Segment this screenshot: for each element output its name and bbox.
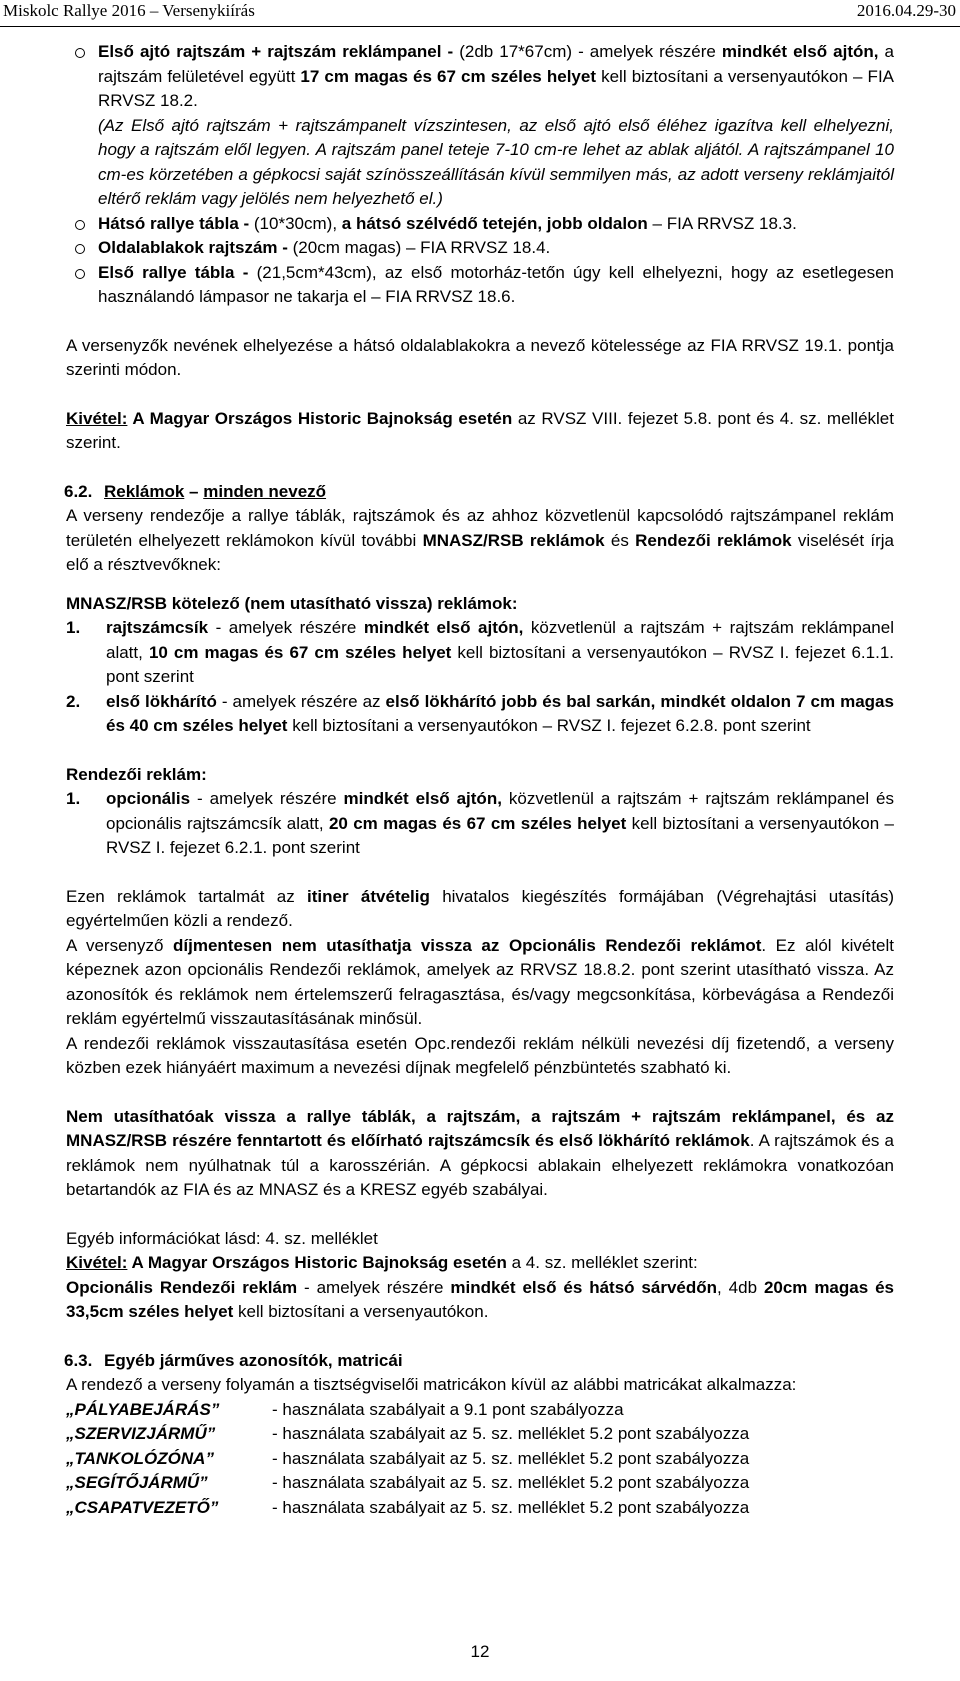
text-span: és [604,530,636,550]
sticker-name: „TANKOLÓZÓNA” [66,1448,214,1468]
text-span: a rajtszám felületével együtt [98,42,894,86]
bold-span: MNASZ/RSB kötelező (nem utasítható vissza) reklámok: [66,593,518,613]
bullet-lead: Első ajtó rajtszám + rajtszám reklámpanel - [98,42,454,61]
sticker-name: „SEGÍTŐJÁRMŰ” [66,1473,208,1492]
bold-span: A Magyar Országos Historic Bajnokság esetén [127,408,513,428]
text-span: A verseny rendezője a rallye táblák, rajtszámok és az ahhoz közvetlenül kapcsolódó rajtszámpanel reklám területén elhelyezett reklámokon kívül további [66,506,894,550]
text-span: - amelyek részére [190,789,344,808]
bullet-lead: Oldalablakok rajtszám - [98,238,288,257]
sticker-rule: - használata szabályait az 5. sz. melléklet 5.2 pont szabályozza [272,1473,750,1492]
bold-span: 20 cm magas és 67 cm széles helyet [328,813,627,833]
sticker-rule: - használata szabályait a 9.1 pont szabályozza [272,1399,624,1419]
section-6-2-heading [64,480,894,505]
text-span: (20cm magas) – FIA RRVSZ 18.4. [287,238,551,257]
paragraph-exception-historic-2 [66,1251,894,1276]
text-span: A versenyző [66,935,173,955]
bullet-lead: Első rallye tábla - [98,262,249,282]
bold-span: a hátsó szélvédő tetején, jobb oldalon [341,213,648,233]
bold-span: Egyéb járműves azonosítók, matricái [104,1350,403,1370]
sticker-name: „SZERVIZJÁRMŰ” [66,1424,216,1443]
organiser-item-1 [66,787,894,861]
sticker-row [66,1447,894,1472]
italic-note: (Az Első ajtó rajtszám + rajtszámpanelt vízszintesen, az első ajtó első éléhez igazítva kell elhelyezni, hogy a rajtszám elől legyen. A rajtszám panel teteje 7-10 cm-re lehet az ablak aljától. A rajtszámpanel 10 cm-es körzetében a gépkocsi saját színösszeállításán kívül semmilyen más, az adott verseny reklámjaitól eltérő reklám vagy jelölés nem helyezhető el.) [98,115,894,208]
text-span: . Ez alól kivételt képeznek azon opcionális Rendezői reklámok, amelyek az RRVSZ 18.8.2. pont szerint utasítható vissza. Az azonosítók és reklámok nem értelemszerű felragasztása, és/vagy megcsonkítása, körbevágása a Rendezői reklám egyértelmű visszautasításának minősül. [66,935,895,1028]
bullet-first-door-number [66,40,894,212]
bold-span: díjmentesen nem utasíthatja vissza az Opcionális Rendezői reklámot [173,935,762,955]
paragraph-driver-names: A versenyzők nevének elhelyezése a hátsó oldalablakokra a nevező kötelessége az FIA RRVSZ 19.1. pontja szerinti módon. [66,335,894,379]
text-span: a 4. sz. melléklet szerint: [506,1253,698,1272]
sticker-row [66,1422,894,1447]
paragraph-free-of-charge [66,934,894,1032]
text-span: - amelyek részére az [216,691,386,711]
page-number: 12 [470,1642,490,1661]
bullet-side-window-number [66,236,894,261]
sticker-row [66,1398,894,1423]
text-span: hivatalos kiegészítés formájában (Végrehajtási utasítás) egyértelműen közli a rendező. [66,886,894,930]
bold-span: mindkét első és hátsó sárvédőn [450,1277,718,1297]
page-header [0,0,960,27]
text-span: közvetlenül a rajtszám + rajtszám reklámpanel és opcionális rajtszámcsík alatt, [106,789,895,833]
item-number: 1. [66,789,81,808]
mnasz-item-2 [66,690,894,739]
text-span: kell biztosítani a versenyautókon – RVSZ I. fejezet 6.1.1. pont szerint [106,642,894,686]
underlined-span: Reklámok [104,481,185,501]
text-span: - amelyek részére [208,618,364,637]
sticker-rule: - használata szabályait az 5. sz. melléklet 5.2 pont szabályozza [272,1424,750,1443]
underlined-span: minden nevező [203,481,327,501]
paragraph-organiser-ads [66,504,894,578]
bold-span: rajtszámcsík [106,618,209,637]
bold-span: első lökhárító jobb és bal sarkán, mindkét oldalon 7 cm magas és 40 cm széles helyet [106,691,894,735]
paragraph-itiner [66,885,894,934]
bold-span: opcionális [106,789,191,808]
bold-span: Rendezői reklám: [66,764,207,784]
paragraph-other-info: Egyéb információkat lásd: 4. sz. melléklet [66,1228,378,1248]
item-number: 1. [66,618,81,637]
mnasz-title [66,592,894,617]
text-span: kell biztosítani a versenyautókon – RVSZ I. fejezet 6.2.8. pont szerint [287,716,811,735]
item-number: 2. [66,691,81,711]
bullet-rear-rally-plate [66,212,894,237]
text-span: (21,5cm*43cm), az első motorház-tetőn úgy kell elhelyezni, hogy az esetlegesen használandó lámpasor ne takarja el – FIA RRVSZ 18.6. [98,262,894,306]
text-span: (2db 17*67cm) - amelyek részére [453,42,722,61]
paragraph-optional-organiser-ad [66,1276,894,1325]
mnasz-item-1 [66,616,894,690]
bold-span: mindkét első ajtón, [343,789,502,808]
sticker-name: „CSAPATVEZETŐ” [66,1497,219,1517]
organiser-ad-title [66,763,894,788]
section-6-3-heading [64,1349,894,1374]
text-span: (10*30cm), [249,213,342,233]
bold-span: A Magyar Országos Historic Bajnokság esetén [127,1253,507,1272]
bold-span: MNASZ/RSB reklámok [422,530,605,550]
bold-span: Opcionális Rendezői reklám [66,1277,298,1297]
text-span: . A rajtszámok és a reklámok nem nyúlhatnak túl a karosszérián. A gépkocsi ablakain elhelyezett reklámokra vonatkozóan betartandók az FIA és az MNASZ és a KRESZ egyéb szabályai. [66,1131,894,1199]
bullet-lead: Hátsó rallye tábla - [98,213,250,233]
sticker-row [66,1471,894,1496]
bullet-front-rally-plate [66,261,894,310]
bold-span: Nem utasíthatóak vissza a rallye táblák, a rajtszám, a rajtszám + rajtszám reklámpanel, és az MNASZ/RSB részére fenntartott és előírható rajtszámcsík és első lökhárító reklámok [66,1106,894,1150]
sticker-list [66,1398,894,1521]
sticker-name: „PÁLYABEJÁRÁS” [66,1399,220,1419]
bold-span: 20cm magas és 33,5cm széles helyet [66,1277,894,1321]
text-span: közvetlenül a rajtszám + rajtszám reklámpanel alatt, [106,618,894,662]
document-body [66,40,894,1520]
text-span: - amelyek részére [297,1277,451,1297]
header-date: 2016.04.29-30 [856,1,956,20]
exception-label: Kivétel: [66,1253,128,1272]
section-number: 6.2. [64,481,93,501]
text-span: az RVSZ VIII. fejezet 5.8. pont és 4. sz. melléklet szerint. [66,408,894,452]
bold-span: itiner átvételig [307,886,430,906]
paragraph-stickers-intro: A rendező a verseny folyamán a tisztségviselői matricákon kívül az alábbi matricákat alkalmazza: [66,1375,797,1394]
text-span: kell biztosítani a versenyautókon – FIA RRVSZ 18.2. [98,66,894,110]
bold-span: mindkét első ajtón, [363,618,524,637]
text-span: kell biztosítani a versenyautókon – RVSZ I. fejezet 6.2.1. pont szerint [106,813,894,857]
paragraph-refusal: A rendezői reklámok visszautasítása esetén Opc.rendezői reklám nélküli nevezési díj fizetendő, a verseny közben ezek hiányáért maximum a nevezési díjnak megfelelő pénzbüntetés szabható ki. [66,1033,894,1077]
text-span: kell biztosítani a versenyautókon. [233,1302,489,1321]
bold-span: 17 cm magas és 67 cm széles helyet [300,66,596,86]
sticker-rule: - használata szabályait az 5. sz. melléklet 5.2 pont szabályozza [272,1497,750,1517]
sticker-row [66,1496,894,1521]
sticker-rule: - használata szabályait az 5. sz. melléklet 5.2 pont szabályozza [272,1448,750,1468]
text-span: – FIA RRVSZ 18.3. [647,213,797,233]
bold-span: – [184,481,204,501]
bold-span: első lökhárító [106,691,217,711]
bold-span: mindkét első ajtón, [721,42,879,61]
text-span: , 4db [717,1277,764,1297]
exception-label: Kivétel: [66,408,128,428]
text-span: viselését írja elő a résztvevőknek: [66,530,894,574]
header-title: Miskolc Rallye 2016 – Versenykiírás [3,1,255,20]
bold-span: Rendezői reklámok [635,530,792,550]
text-span: Ezen reklámok tartalmát az [66,886,308,906]
bold-span: 10 cm magas és 67 cm széles helyet [148,642,452,662]
paragraph-non-refusable [66,1105,894,1203]
section-number: 6.3. [64,1350,93,1370]
paragraph-exception-historic [66,407,894,456]
